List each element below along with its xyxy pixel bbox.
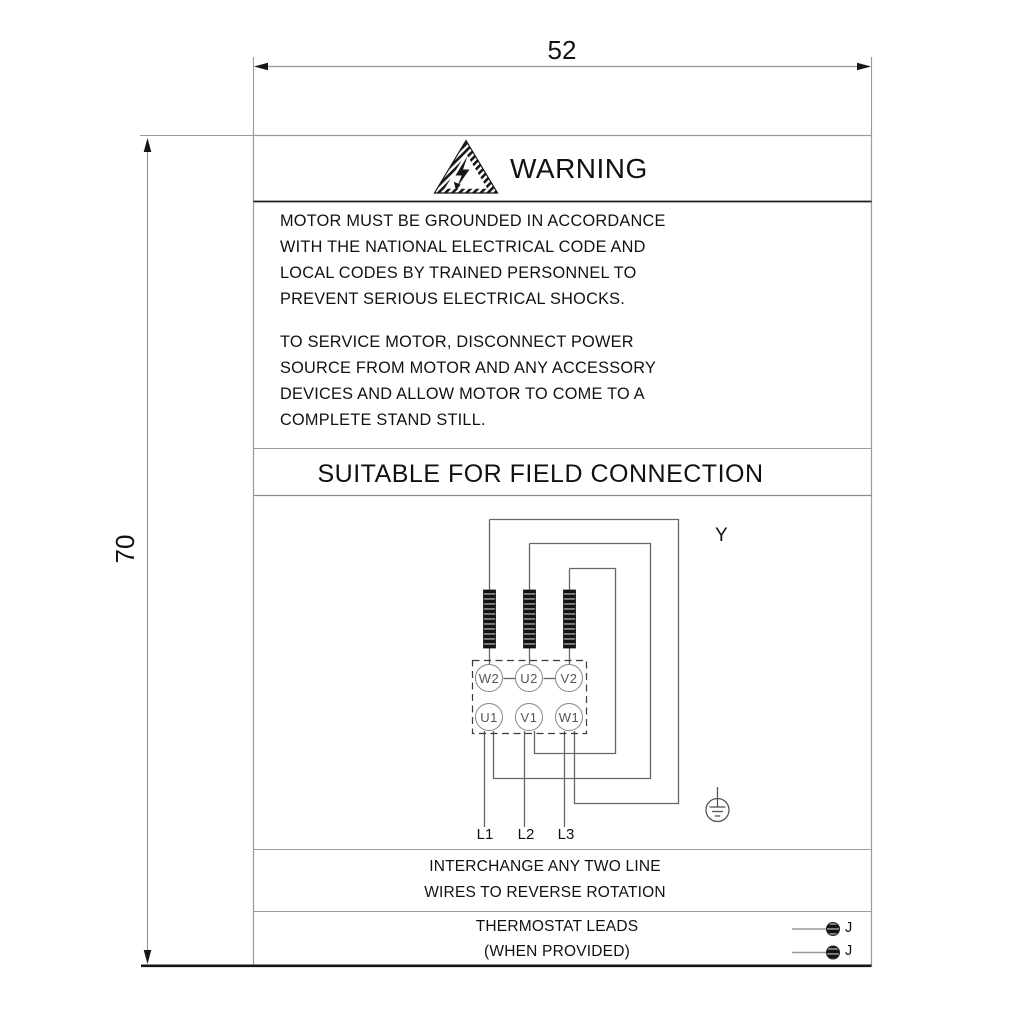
thermostat-note-line-1: THERMOSTAT LEADS [475,918,639,935]
protective-earth-icon [706,787,729,822]
high-voltage-warning-icon [435,141,498,194]
terminal-w2 [475,664,503,692]
terminal-v2 [555,664,583,692]
line-label-l3: L3 [557,826,575,843]
terminal-v1-label: V1 [520,709,538,725]
warning-text-line: WITH THE NATIONAL ELECTRICAL CODE AND [280,238,646,256]
warning-title: WARNING [510,153,648,184]
terminal-u2 [515,664,543,692]
terminal-w1 [555,703,583,731]
terminal-v2-label: V2 [560,670,578,686]
winding-coil-2-icon [524,590,536,648]
terminal-w1-label: W1 [558,709,580,725]
field-connection-title: SUITABLE FOR FIELD CONNECTION [317,460,764,488]
line-label-l2: L2 [517,826,535,843]
warning-text-line: LOCAL CODES BY TRAINED PERSONNEL TO [280,264,637,282]
terminal-u2-label: U2 [520,670,538,686]
warning-text-line: TO SERVICE MOTOR, DISCONNECT POWER [280,333,634,351]
wye-configuration-label: Y [715,525,728,546]
winding-coil-1-icon [484,590,496,648]
wire-loop-middle-u1-u2 [494,544,651,779]
dim-height-arrow-top [144,138,152,152]
warning-text-line: DEVICES AND ALLOW MOTOR TO COME TO A [280,385,645,403]
dim-width-arrow-left [254,63,268,71]
terminal-u1-label: U1 [480,709,498,725]
thermostat-lead-label-2: J [845,943,853,959]
dim-height-arrow-bottom [144,950,152,964]
warning-text-line: PREVENT SERIOUS ELECTRICAL SHOCKS. [280,290,626,308]
thermostat-lead-label-1: J [845,920,853,936]
warning-text-line: MOTOR MUST BE GROUNDED IN ACCORDANCE [280,212,666,230]
terminal-w2-label: W2 [478,670,500,686]
dim-height-value: 70 [110,534,140,564]
terminal-v1 [515,703,543,731]
terminal-u1 [475,703,503,731]
rotation-note-line-2: WIRES TO REVERSE ROTATION [424,884,666,901]
warning-text-line: COMPLETE STAND STILL. [280,411,486,429]
dim-width-value: 52 [547,35,577,65]
dim-width-arrow-right [857,63,871,71]
warning-text-line: SOURCE FROM MOTOR AND ANY ACCESSORY [280,359,657,377]
thermostat-note-line-2: (WHEN PROVIDED) [484,943,630,960]
line-label-l1: L1 [476,826,494,843]
winding-coil-3-icon [564,590,576,648]
rotation-note-line-1: INTERCHANGE ANY TWO LINE [429,858,661,875]
